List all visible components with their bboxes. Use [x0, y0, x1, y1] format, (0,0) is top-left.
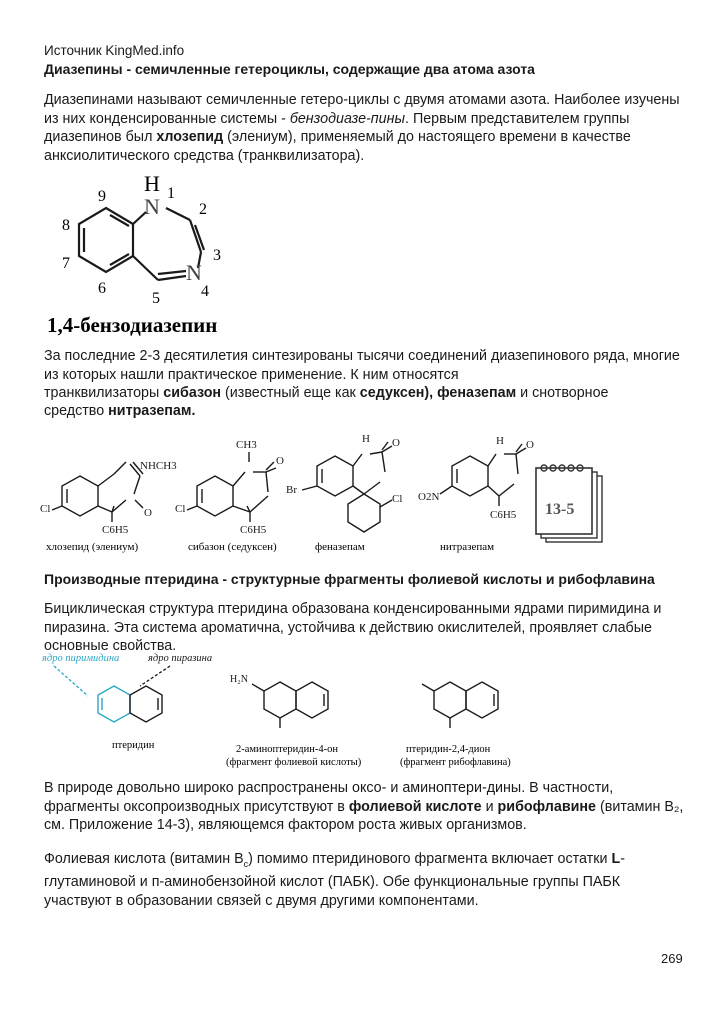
section-heading-pteridine: Производные птеридина - структурные фрагменты фолиевой кислоты и рибофлавина [44, 571, 655, 587]
chlordiazepoxide-o: O [144, 507, 152, 519]
ring-number-4: 4 [201, 283, 209, 300]
diazepam-o: O [276, 455, 284, 467]
notebook-badge-label: 13-5 [545, 501, 575, 518]
chlordiazepoxide-cl: Cl [40, 503, 51, 515]
phenazepam-cl: Cl [392, 493, 403, 505]
atom-n4: N [186, 260, 202, 285]
atom-n1: N [144, 194, 160, 219]
nitrazepam-h: H [496, 435, 504, 447]
benzodiazepine-caption: 1,4-бензодиазепин [47, 313, 218, 337]
dione-caption: птеридин-2,4-дион [406, 744, 491, 755]
diazepam-caption: сибазон (седуксен) [188, 541, 277, 553]
diazepam-cl: Cl [175, 503, 186, 515]
nitrazepam-caption: нитразепам [440, 541, 495, 553]
chlordiazepoxide-caption: хлозепид (элениум) [46, 541, 139, 553]
paragraph-tranquilizers: транквилизаторы сибазон (известный еще как седуксен), феназепам и снотворное [44, 385, 609, 401]
aminopteridine-subcaption: (фрагмент фолиевой кислоты) [226, 757, 362, 768]
diazepam-c6h5: C6H5 [240, 524, 267, 536]
ring-number-7: 7 [62, 255, 70, 272]
nitrazepam-o: O [526, 439, 534, 451]
ring-number-5: 5 [152, 290, 160, 307]
pyrimidine-label: ядро пиримидина [42, 653, 120, 664]
page-number: 269 [661, 951, 683, 966]
phenazepam-caption: феназепам [315, 541, 365, 553]
chlordiazepoxide-c6h5: C6H5 [102, 524, 129, 536]
ring-number-1: 1 [167, 185, 175, 202]
nitrazepam-c6h5: C6H5 [490, 509, 517, 521]
diazepine-drugs-figure [40, 432, 690, 564]
chlordiazepoxide-nhch3: NHCH3 [140, 460, 177, 472]
paragraph-folic-acid: Фолиевая кислота (витамин $B_c$) помимо птеридинового фрагмента включает остатки L-глутаминовой и п-аминобензойной кислот (ПАБК). Обе функциональные группы ПАБК участвуют в образовании связей с двумя другими компонентами. [44, 851, 625, 909]
ring-number-6: 6 [98, 280, 106, 297]
paragraph-diazepines-history: За последние 2-3 десятилетия синтезированы тысячи соединений диазепинового ряда, многие из которых нашли практическое применение. К ним относятся [44, 348, 680, 383]
source-label: Источник KingMed.info [44, 43, 185, 58]
amino-h2n: H₂N [230, 674, 248, 685]
paragraph-diazepines-intro: Диазепинами называют семичленные гетеро-циклы с двумя атомами азота. Наиболее изучены из них конденсированные системы - бензодиазе-пины. Первым представителем группы диазепинов был хлозепид (элениум), применяемый до настоящего времени в качестве анксиолитического средства (транквилизатора). [44, 92, 680, 164]
pteridine-caption: птеридин [112, 740, 155, 751]
dione-subcaption: (фрагмент рибофлавина) [400, 757, 511, 768]
diazepam-ch3: CH3 [236, 439, 257, 451]
benzodiazepine-structure [40, 168, 270, 338]
phenazepam-br: Br [286, 484, 297, 496]
atom-h: H [144, 171, 160, 196]
nitrazepam-o2n: O2N [418, 491, 440, 503]
ring-number-8: 8 [62, 217, 70, 234]
section-heading-diazepines: Диазепины - семичленные гетероциклы, содержащие два атома азота [44, 61, 535, 77]
paragraph-oxopteridines: В природе довольно широко распространены оксо- и аминоптери-дины. В частности, фрагменты оксопроизводных присутствуют в фолиевой кислоте и рибофлавине (витамин B₂, см. Приложение 14-3), являющемся фактором роста живых организмов. [44, 780, 684, 833]
pyrazine-label: ядро пиразина [148, 653, 213, 664]
aminopteridine-caption: 2-аминоптеридин-4-он [236, 744, 338, 755]
ring-number-2: 2 [199, 201, 207, 218]
phenazepam-h: H [362, 433, 370, 445]
paragraph-nitrazepam: средство нитразепам. [44, 403, 196, 419]
paragraph-pteridine-intro: Бициклическая структура птеридина образована конденсированными ядрами пиримидина и пиразина. Эта система ароматична, устойчива к действию окислителей, проявляет слабые основные свойства. [44, 601, 662, 654]
phenazepam-o: O [392, 437, 400, 449]
ring-number-9: 9 [98, 188, 106, 205]
ring-number-3: 3 [213, 247, 221, 264]
pteridine-figure [40, 652, 550, 772]
